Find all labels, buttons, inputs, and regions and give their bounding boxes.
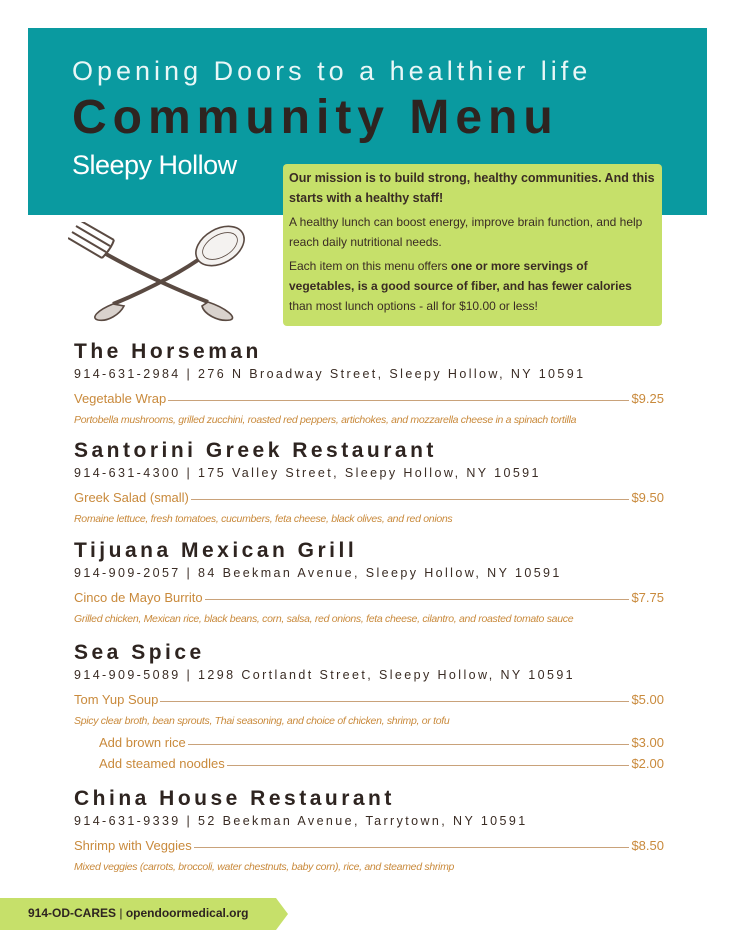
restaurant-contact: 914-909-2057 | 84 Beekman Avenue, Sleepy Hollow, NY 10591	[74, 566, 562, 580]
restaurant-name: The Horseman	[74, 340, 262, 363]
menu-item	[74, 838, 664, 853]
restaurant-name: China House Restaurant	[74, 787, 395, 810]
menu-addon	[74, 735, 664, 750]
footer-phone: 914-OD-CARES	[28, 906, 117, 920]
leader-line	[188, 744, 630, 745]
leader-line	[168, 400, 629, 401]
restaurant-contact: 914-631-9339 | 52 Beekman Avenue, Tarrytown, NY 10591	[74, 814, 528, 828]
location-label: Sleepy Hollow	[72, 150, 237, 180]
mission-benefits: A healthy lunch can boost energy, improve brain function, and help reach daily nutritional needs.	[289, 215, 643, 249]
menu-addon-name: Add brown rice	[99, 735, 186, 750]
menu-addon-price: $3.00	[631, 735, 664, 750]
menu-item-price: $8.50	[631, 838, 664, 853]
tagline: Opening Doors to a healthier life	[72, 56, 592, 86]
menu-item-description: Mixed veggies (carrots, broccoli, water chestnuts, baby corn), rice, and steamed shrimp	[74, 861, 455, 873]
restaurant-the-horseman	[74, 339, 664, 426]
menu-item-price: $9.50	[631, 490, 664, 505]
mission-box	[283, 164, 662, 326]
menu-addon-name: Add steamed noodles	[99, 756, 225, 771]
menu-addon	[74, 756, 664, 771]
restaurant-name: Tijuana Mexican Grill	[74, 539, 358, 562]
restaurant-contact: 914-631-2984 | 276 N Broadway Street, Sleepy Hollow, NY 10591	[74, 367, 586, 381]
mission-lead: Our mission is to build strong, healthy communities. And this starts with a healthy staff!	[289, 171, 655, 205]
restaurant-china-house	[74, 786, 664, 873]
mission-details-start: Each item on this menu offers	[289, 259, 451, 273]
restaurant-tijuana-mexican-grill	[74, 538, 664, 625]
footer-banner	[0, 898, 288, 930]
menu-item-description: Romaine lettuce, fresh tomatoes, cucumbers, feta cheese, black olives, and red onions	[74, 513, 453, 525]
menu-item-price: $7.75	[631, 590, 664, 605]
menu-item-description: Grilled chicken, Mexican rice, black beans, corn, salsa, red onions, feta cheese, cilantro, and roasted tomato sauce	[74, 613, 574, 625]
restaurant-name: Sea Spice	[74, 641, 205, 664]
leader-line	[191, 499, 630, 500]
footer-contact	[28, 906, 249, 920]
leader-line	[160, 701, 629, 702]
menu-addon-price: $2.00	[631, 756, 664, 771]
menu-item-price: $9.25	[631, 391, 664, 406]
menu-item-name: Shrimp with Veggies	[74, 838, 192, 853]
leader-line	[205, 599, 630, 600]
leader-line	[194, 847, 630, 848]
menu-item	[74, 391, 664, 406]
mission-details-end: than most lunch options - all for $10.00 or less!	[289, 299, 538, 313]
menu-item-name: Cinco de Mayo Burrito	[74, 590, 203, 605]
restaurant-sea-spice	[74, 640, 664, 771]
menu-item-name: Tom Yup Soup	[74, 692, 159, 707]
menu-item	[74, 692, 664, 707]
menu-item-name: Greek Salad (small)	[74, 490, 189, 505]
menu-item-price: $5.00	[631, 692, 664, 707]
menu-item-description: Portobella mushrooms, grilled zucchini, roasted red peppers, artichokes, and mozzarella cheese in a spinach tortilla	[74, 414, 577, 426]
menu-item-description: Spicy clear broth, bean sprouts, Thai seasoning, and choice of chicken, shrimp, or tofu	[74, 715, 450, 727]
mission-details	[289, 256, 656, 316]
menu-item	[74, 590, 664, 605]
fork-spoon-icon	[68, 222, 250, 322]
restaurant-contact: 914-909-5089 | 1298 Cortlandt Street, Sleepy Hollow, NY 10591	[74, 668, 576, 682]
leader-line	[227, 765, 630, 766]
page-title: Community Menu	[72, 91, 559, 144]
restaurant-santorini-greek	[74, 438, 664, 525]
menu-item	[74, 490, 664, 505]
mission-details-bold: one or more servings of vegetables, is a good source of fiber, and has fewer calories	[289, 259, 632, 293]
footer-website[interactable]: opendoormedical.org	[125, 906, 249, 920]
restaurant-name: Santorini Greek Restaurant	[74, 439, 437, 462]
menu-item-name: Vegetable Wrap	[74, 391, 167, 406]
restaurant-contact: 914-631-4300 | 175 Valley Street, Sleepy Hollow, NY 10591	[74, 466, 541, 480]
footer-separator: |	[116, 906, 126, 920]
